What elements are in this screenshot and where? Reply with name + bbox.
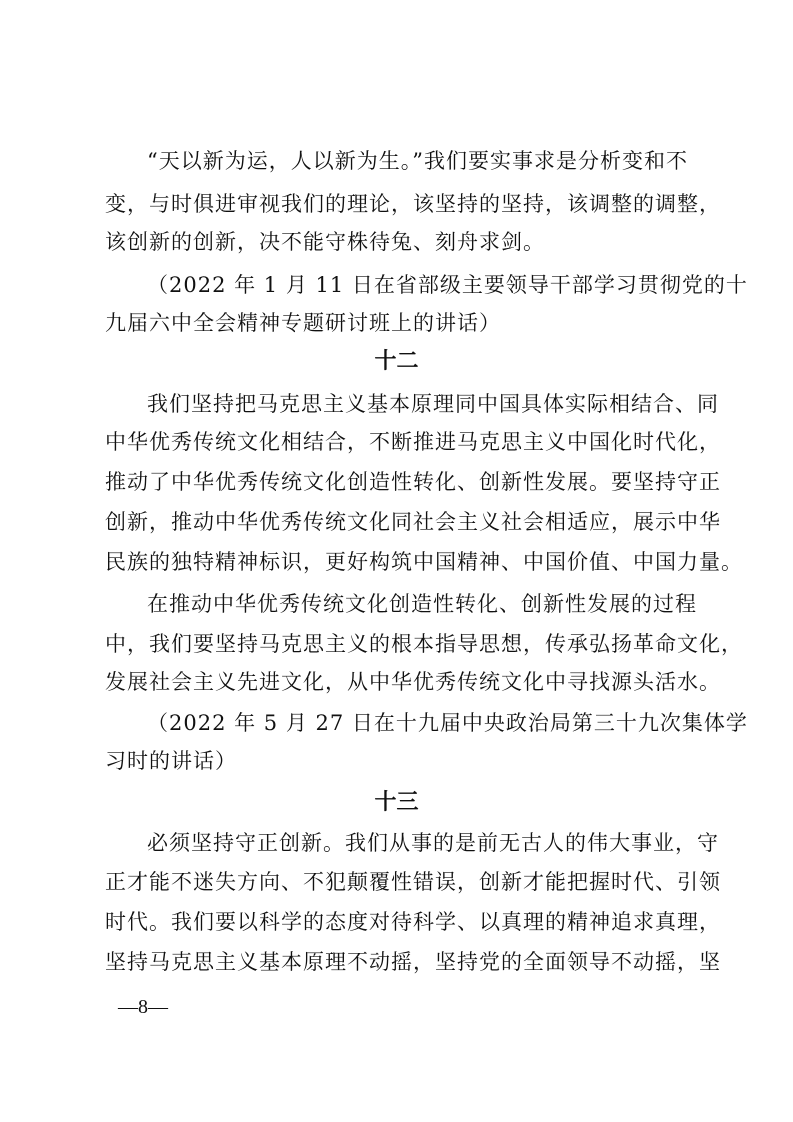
source-citation-line: （2022 年 1 月 11 日在省部级主要领导干部学习贯彻党的十 <box>147 273 748 297</box>
source-citation-line: 习时的讲话） <box>105 749 237 773</box>
paragraph-line: 在推动中华优秀传统文化创造性转化、创新性发展的过程 <box>147 592 697 616</box>
paragraph-line: 该创新的创新，决不能守株待兔、刻舟求剑。 <box>105 230 545 254</box>
paragraph-line: 推动了中华优秀传统文化创造性转化、创新性发展。要坚持守正 <box>105 470 721 494</box>
paragraph-line: 变，与时俱进审视我们的理论，该坚持的坚持，该调整的调整， <box>105 192 721 216</box>
source-citation-line: （2022 年 5 月 27 日在十九届中央政治局第三十九次集体学 <box>147 711 748 735</box>
paragraph-line: 发展社会主义先进文化，从中华优秀传统文化中寻找源头活水。 <box>105 670 721 694</box>
paragraph-line: 时代。我们要以科学的态度对待科学、以真理的精神追求真理， <box>105 910 721 934</box>
paragraph-line: 正才能不迷失方向、不犯颠覆性错误，创新才能把握时代、引领 <box>105 870 721 894</box>
paragraph-line: 民族的独特精神标识，更好构筑中国精神、中国价值、中国力量。 <box>105 550 743 574</box>
source-citation-line: 九届六中全会精神专题研讨班上的讲话） <box>105 311 501 335</box>
paragraph-line: 中，我们要坚持马克思主义的根本指导思想，传承弘扬革命文化， <box>105 632 743 656</box>
paragraph-line: “天以新为运，人以新为生。”我们要实事求是分析变和不 <box>147 149 688 173</box>
section-heading: 十二 <box>374 348 419 374</box>
paragraph-line: 坚持马克思主义基本原理不动摇，坚持党的全面领导不动摇，坚 <box>105 950 721 974</box>
paragraph-line: 我们坚持把马克思主义基本原理同中国具体实际相结合、同 <box>147 392 719 416</box>
paragraph-line: 必须坚持守正创新。我们从事的是前无古人的伟大事业，守 <box>147 831 719 855</box>
page-number: —8— <box>118 996 168 1018</box>
section-heading: 十三 <box>374 789 419 815</box>
paragraph-line: 创新，推动中华优秀传统文化同社会主义社会相适应，展示中华 <box>105 510 721 534</box>
paragraph-line: 中华优秀传统文化相结合，不断推进马克思主义中国化时代化， <box>105 430 721 454</box>
